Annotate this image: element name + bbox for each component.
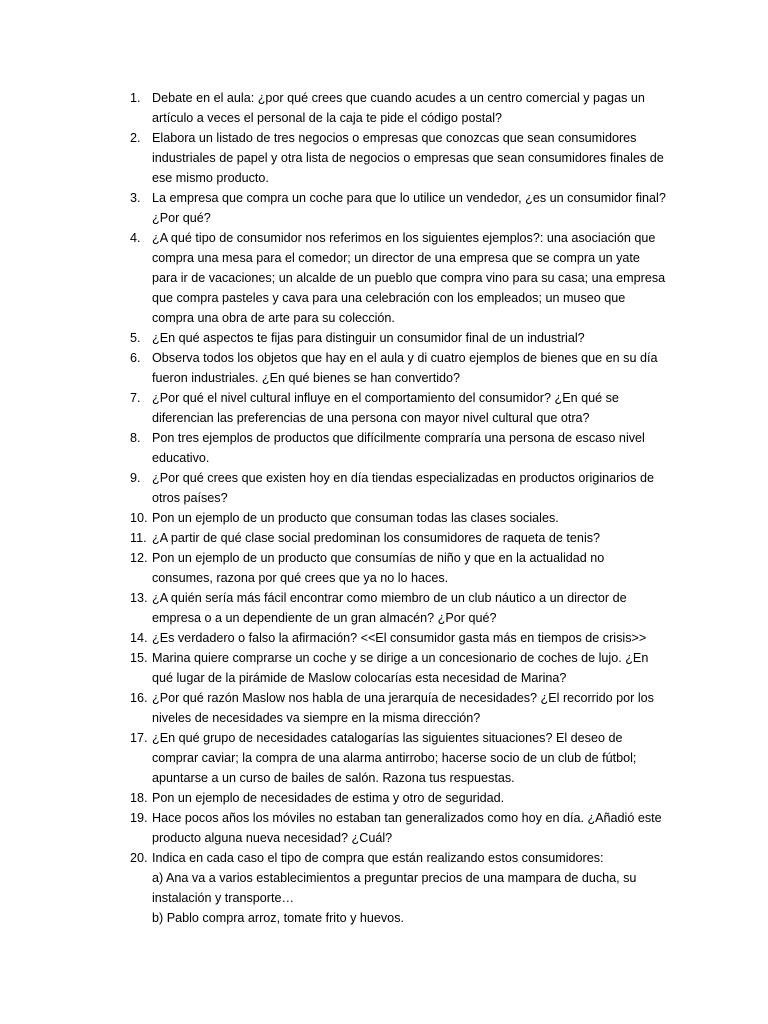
item-text: Debate en el aula: ¿por qué crees que cuando acudes a un centro comercial y pagas un artículo a veces el personal de la caja te pide el código postal? <box>152 91 645 125</box>
item-number: 17. <box>130 731 148 745</box>
item-number: 11. <box>130 531 147 545</box>
list-item <box>0 688 768 728</box>
item-number: 6. <box>130 351 141 365</box>
list-item <box>0 88 768 128</box>
item-text: ¿Es verdadero o falso la afirmación? <<El consumidor gasta más en tiempos de crisis>> <box>152 631 647 645</box>
list-item <box>0 728 768 788</box>
item-text: Elabora un listado de tres negocios o empresas que conozcas que sean consumidores industriales de papel y otra lista de negocios o empresas que sean consumidores finales de ese mismo producto. <box>152 131 664 185</box>
sub-item: a) Ana va a varios establecimientos a preguntar precios de una mampara de ducha, su instalación y transporte… <box>152 871 637 905</box>
list-item <box>0 388 768 428</box>
item-number: 13. <box>130 591 148 605</box>
item-number: 3. <box>130 191 141 205</box>
item-text: ¿A partir de qué clase social predominan los consumidores de raqueta de tenis? <box>152 531 601 545</box>
item-number: 19. <box>130 811 148 825</box>
item-number: 2. <box>130 131 141 145</box>
item-number: 7. <box>130 391 141 405</box>
item-text: Hace pocos años los móviles no estaban tan generalizados como hoy en día. ¿Añadió este producto alguna nueva necesidad? ¿Cuál? <box>152 811 662 845</box>
list-item <box>0 648 768 688</box>
item-text: ¿En qué aspectos te fijas para distinguir un consumidor final de un industrial? <box>152 331 585 345</box>
item-text: ¿A quién sería más fácil encontrar como miembro de un club náutico a un director de empresa o a un dependiente de un gran almacén? ¿Por qué? <box>152 591 627 625</box>
item-text: ¿En qué grupo de necesidades catalogarías las siguientes situaciones? El deseo de comprar caviar; la compra de una alarma antirrobo; hacerse socio de un club de fútbol; apuntarse a un curso de bailes de salón. Razona tus respuestas. <box>152 731 637 785</box>
item-number: 18. <box>130 791 148 805</box>
sub-item: b) Pablo compra arroz, tomate frito y huevos. <box>152 911 404 925</box>
item-number: 8. <box>130 431 141 445</box>
item-text: Marina quiere comprarse un coche y se dirige a un concesionario de coches de lujo. ¿En qué lugar de la pirámide de Maslow colocarías esta necesidad de Marina? <box>152 651 649 685</box>
item-text: Indica en cada caso el tipo de compra que están realizando estos consumidores: <box>152 851 604 865</box>
list-item <box>0 428 768 468</box>
item-text: La empresa que compra un coche para que lo utilice un vendedor, ¿es un consumidor final? ¿Por qué? <box>152 191 666 225</box>
item-text: ¿Por qué razón Maslow nos habla de una jerarquía de necesidades? ¿El recorrido por los niveles de necesidades va siempre en la misma dirección? <box>152 691 654 725</box>
list-item <box>0 528 768 548</box>
list-item <box>0 628 768 648</box>
item-text: Pon un ejemplo de un producto que consumías de niño y que en la actualidad no consumes, razona por qué crees que ya no lo haces. <box>152 551 605 585</box>
question-list <box>0 88 768 928</box>
list-item <box>0 128 768 188</box>
list-item <box>0 548 768 588</box>
item-text: ¿A qué tipo de consumidor nos referimos en los siguientes ejemplos?: una asociación que compra una mesa para el comedor; un director de una empresa que se compra un yate para ir de vacaciones; un alcalde de un pueblo que compra vino para su casa; una empresa que compra pasteles y cava para una celebración con los empleados; un museo que compra una obra de arte para su colección. <box>152 231 666 325</box>
list-item <box>0 808 768 848</box>
item-number: 5. <box>130 331 141 345</box>
list-item <box>0 588 768 628</box>
item-number: 14. <box>130 631 148 645</box>
list-item <box>0 788 768 808</box>
list-item <box>0 228 768 328</box>
item-number: 9. <box>130 471 141 485</box>
item-text: ¿Por qué crees que existen hoy en día tiendas especializadas en productos originarios de otros países? <box>152 471 654 505</box>
item-text: ¿Por qué el nivel cultural influye en el comportamiento del consumidor? ¿En qué se diferencian las preferencias de una persona con mayor nivel cultural que otra? <box>152 391 619 425</box>
item-text: Pon un ejemplo de necesidades de estima y otro de seguridad. <box>152 791 505 805</box>
list-item <box>0 328 768 348</box>
list-item <box>0 188 768 228</box>
item-number: 15. <box>130 651 148 665</box>
item-text: Observa todos los objetos que hay en el aula y di cuatro ejemplos de bienes que en su día fueron industriales. ¿En qué bienes se han convertido? <box>152 351 658 385</box>
item-number: 1. <box>130 91 141 105</box>
item-number: 10. <box>130 511 148 525</box>
list-item <box>0 348 768 388</box>
item-number: 12. <box>130 551 148 565</box>
item-number: 4. <box>130 231 141 245</box>
item-number: 20. <box>130 851 148 865</box>
list-item <box>0 508 768 528</box>
item-text: Pon un ejemplo de un producto que consuman todas las clases sociales. <box>152 511 559 525</box>
list-item <box>0 468 768 508</box>
list-item <box>0 848 768 928</box>
item-text: Pon tres ejemplos de productos que difícilmente compraría una persona de escaso nivel educativo. <box>152 431 645 465</box>
item-number: 16. <box>130 691 148 705</box>
